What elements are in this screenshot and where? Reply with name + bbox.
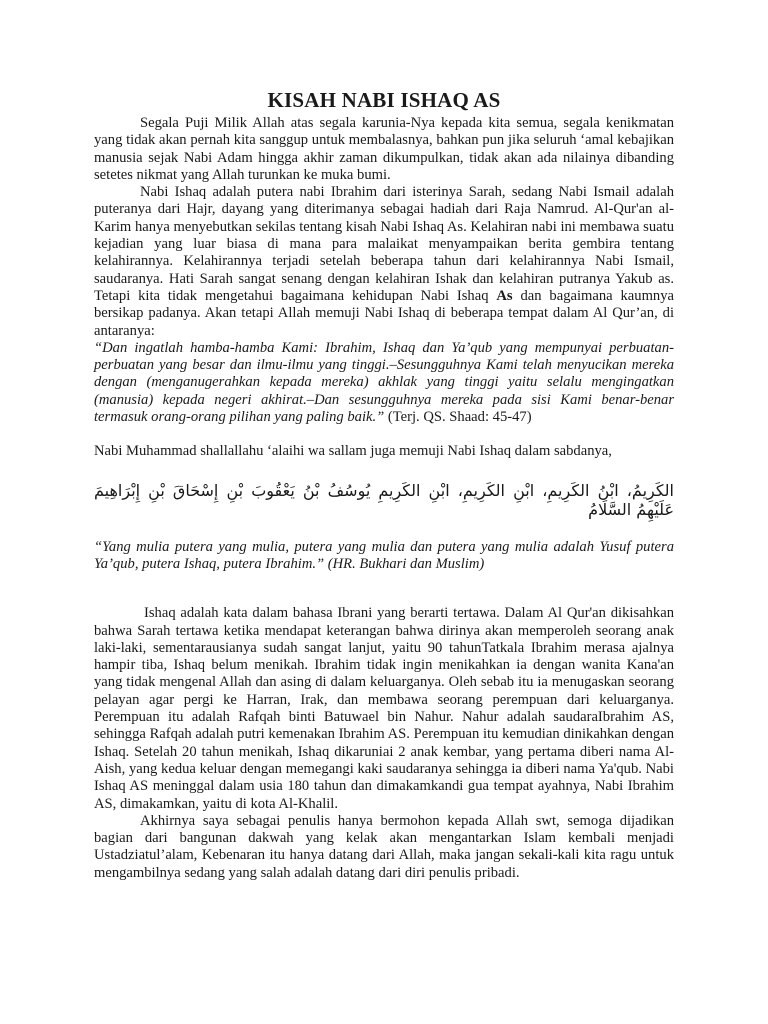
document-title: KISAH NABI ISHAQ AS <box>267 88 501 112</box>
paragraph-ishaq-birth-tail: dan bagaimana kaumnya bersikap padanya. Akan tetapi Allah memuji Nabi Ishaq di beberapa tempat dalam Al Qur’an, di antaranya: <box>94 287 674 339</box>
paragraph-ishaq-birth <box>94 184 674 340</box>
spacer <box>94 426 674 443</box>
hadith-translation: “Yang mulia putera yang mulia, putera yang mulia dan putera yang mulia adalah Yusuf putera Ya’qub, putera Ishaq, putera Ibrahim.” (HR. Bukhari dan Muslim) <box>94 538 674 572</box>
spacer <box>94 573 674 605</box>
quran-quote: “Dan ingatlah hamba-hamba Kami: Ibrahim, Ishaq dan Ya’qub yang mempunyai perbuatan-perbuatan yang besar dan ilmu-ilmu yang tinggi.–Sesungguhnya Kami telah menyucikan mereka dengan (menganugerahkan kepada mereka) akhlak yang tinggi yaitu selalu mengingatkan (manusia) kepada negeri akhirat.–Dan sesungguhnya mereka pada sisi Kami benar-benar termasuk orang-orang pilihan yang paling baik.” <box>94 339 674 426</box>
spacer <box>94 519 674 539</box>
spacer <box>94 461 674 481</box>
hadith-arabic: الكَرِيمُ، ابْنُ الكَرِيمِ، ابْنِ الكَرِيمِ، ابْنِ الكَرِيمِ يُوسُفُ بْنُ يَعْقُوبَ بْنِ إِسْحَاقَ بْنِ إِبْرَاهِيمَ عَلَيْهِمُ السَّلَامُ <box>94 480 674 519</box>
paragraph-opening: Segala Puji Milik Allah atas segala karunia-Nya kepada kita semua, segala kenikmatan yang tidak akan pernah kita sanggup untuk membalasnya, bahkan pun jika seluruh ‘amal kebajikan manusia sejak Nabi Adam hingga akhir zaman dikumpulkan, tidak akan ada nilainya dibanding setetes nikmat yang Allah turunkan ke muka bumi. <box>94 115 674 183</box>
hadith-intro: Nabi Muhammad shallallahu ‘alaihi wa sallam juga memuji Nabi Ishaq dalam sabdanya, <box>94 443 612 460</box>
quran-reference: (Terj. QS. Shaad: 45-47) <box>384 409 532 426</box>
paragraph-ishaq-meaning: Ishaq adalah kata dalam bahasa Ibrani yang berarti tertawa. Dalam Al Qur'an dikisahkan bahwa Sarah tertawa ketika mendapat keterangan bahwa dirinya akan memperoleh seorang anak laki-laki, sementarausianya sudah sangat lanjut, yaitu 90 tahunTatkala Ibrahim merasa ajalnya hampir tiba, Ishaq belum menikah. Ibrahim tidak ingin menikahkan ia dengan wanita Kana'an yang tidak mengenal Allah dan asing di dalam keluarganya. Oleh sebab itu ia menugaskan seorang pelayan agar pergi ke Harran, Irak, dan membawa seorang perempuan dari keluarganya. Perempuan itu adalah Rafqah binti Batuwael bin Nahur. Nahur adalah saudaraIbrahim AS, sehingga Rafqah adalah putri kemenakan Ibrahim AS. Perempuan itu kemudian dinikahkan dengan Ishaq. Setelah 20 tahun menikah, Ishaq dikaruniai 2 anak kembar, yang pertama diberi nama Al-Aish, yang kedua keluar dengan memegangi kaki saudaranya sehingga ia diberi nama Ya'qub. Nabi Ishaq AS meninggal dalam usia 180 tahun dan dimakamkandi gua tempat ayahnya, Nabi Ibrahim AS, dimakamkan, yaitu di kota Al-Khalil. <box>94 605 674 812</box>
paragraph-closing: Akhirnya saya sebagai penulis hanya bermohon kepada Allah swt, semoga dijadikan bagian dari bangunan dakwah yang kelak akan mengantarkan Islam kembali menjadi Ustadziatul’alam, Kebenaran itu hanya datang dari Allah, maka jangan sekali-kali kita ragu untuk mengambilnya sedang yang salah adalah datang dari diri penulis pribadi. <box>94 812 674 881</box>
paragraph-ishaq-birth-bold: As <box>496 287 513 304</box>
quran-quote-block <box>94 340 674 426</box>
paragraph-ishaq-birth-text: Nabi Ishaq adalah putera nabi Ibrahim dari isterinya Sarah, sedang Nabi Ismail adalah puteranya dari Hajr, dayang yang diterimanya sebagai hadiah dari Raja Namrud. Al-Qur'an al-Karim hanya menyebutkan sekilas tentang kisah Nabi Ishaq As. Kelahiran nabi ini membawa suatu kejadian yang luar biasa di mana para malaikat menyampaikan berita gembira tentang kelahirannya. Kelahirannya terjadi setelah beberapa tahun dari kelahirannya Nabi Ismail, saudaranya. Hati Sarah sangat senang dengan kelahiran Ishak dan kelahiran putranya Yakub as. Tetapi kita tidak mengetahui bagaimana kehidupan Nabi Ishaq <box>94 184 674 304</box>
